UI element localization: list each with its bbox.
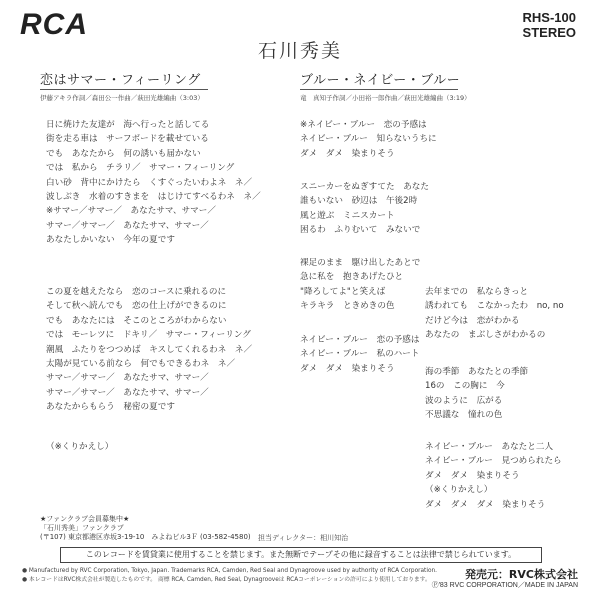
- copyright-made-in: Ⓟ'83 RVC CORPORATION／MADE IN JAPAN: [431, 582, 578, 589]
- song2-lyrics-block-5: 去年までの 私ならきっと 誘われても こなかったわ no, no だけど今は 恋がわかる あなたの まぶしさがわかるの: [425, 287, 564, 341]
- fanclub-info: ★ファンクラブ会員募集中★ 「石川秀美」ファンクラブ (〒107) 東京都港区赤坂3-19-10 みよねビル3Ｆ (03-582-4580): [40, 515, 251, 541]
- song2-title: ブルー・ネイビー・ブルー: [300, 73, 461, 88]
- song1-credit: 伊藤アキラ作詞／森田公一作曲／萩田光雄編曲（3:03）: [40, 94, 204, 102]
- manufacturer-line-ja: ● 本レコードはRVC株式会社が製造したものです。 商標 RCA, Camden, Red Seal, Dynagrooveは RCAコーポレーションの許可により使用しております。: [22, 577, 431, 583]
- song2-lyrics-block-4: ネイビー・ブルー 恋の予感は ネイビー・ブルー 私のハート ダメ ダメ 染まりそう: [300, 335, 420, 374]
- song2-lyrics-block-1: ※ネイビー・ブルー 恋の予感は ネイビー・ブルー 知らないうちに ダメ ダメ 染まりそう: [300, 120, 437, 159]
- catalog-number: RHS-100: [522, 10, 576, 25]
- song2-lyrics-block-6: 海の季節 あなたとの季節 16の この胸に 今 波のように 広がる 不思議な 憧れの色: [425, 367, 529, 421]
- song2-credit: 竜 真知子作詞／小田裕一郎作曲／萩田光雄編曲（3:19）: [300, 94, 471, 102]
- song1-repeat: （※くりかえし）: [46, 442, 114, 452]
- manufacturer-line-en: ● Manufactured by RVC Corporation, Tokyo, Japan. Trademarks RCA, Camden, Red Seal and Dynagroove used by authority of RCA Corporation.: [22, 568, 438, 574]
- song1-lyrics-block-1: 日に焼けた友達が 海へ行ったと話してる 街を走る車は サーフボードを載せている でも あなたから 何の誘いも届かない では 私から チラリ／ サマー・フィーリング 白い砂 背中にかけたら くすぐったいわよネ ネ／ 波しぶき 水着のすきまを はじけてすべるわネ ネ／ ※サマー／サマー／ あなたサマ、サマー／ サマー／サマー／ あなたサマ、サマー／ あなたしかいない 今年の夏です: [46, 120, 261, 246]
- song2-title-underline: [300, 89, 458, 90]
- artist-name: 石川秀美: [257, 40, 342, 62]
- song1-title-underline: [40, 89, 208, 90]
- rca-logo: RCA: [20, 8, 88, 41]
- copyright-notice: このレコードを賃貸業に使用することを禁じます。また無断でテープその他に録音することは法律で禁じられています。: [60, 547, 542, 563]
- song2-lyrics-block-7: ネイビー・ブルー あなたと二人 ネイビー・ブルー 見つめられたら ダメ ダメ 染まりそう （※くりかえし） ダメ ダメ ダメ 染まりそう: [425, 442, 562, 510]
- song2-lyrics-block-3: 裸足のまま 駆け出したあとで 急に私を 抱きあげたひと "降ろしてよ"と笑えば キラキラ ときめきの色: [300, 258, 421, 312]
- seller-name: 発売元：RVC株式会社: [464, 568, 578, 581]
- song1-title: 恋はサマー・フィーリング: [40, 73, 201, 88]
- director-credit: 担当ディレクター：相川知治: [258, 534, 349, 542]
- song2-lyrics-block-2: スニーカーをぬぎすてた あなた 誰もいない 砂辺は 午後2時 風と遊ぶ ミニスカート 困るわ ふりむいて みないで: [300, 182, 429, 236]
- song1-lyrics-block-2: この夏を越えたなら 恋のコースに乗れるのに そして秋へ読んでも 恋の仕上げができるのに でも あなたには そこのところがわからない では モーレツに ドキリ／ サマー・フィーリング 潮風 ふたりをつつめば キスしてくれるわネ ネ／ 太陽が見ている前なら 何でもできるわネ ネ／ サマー／サマー／ あなたサマ、サマー／ サマー／サマー／ あなたサマ、サマー／ あなたからもらう 秘密の夏です: [46, 287, 253, 413]
- format-label: STEREO: [522, 25, 576, 40]
